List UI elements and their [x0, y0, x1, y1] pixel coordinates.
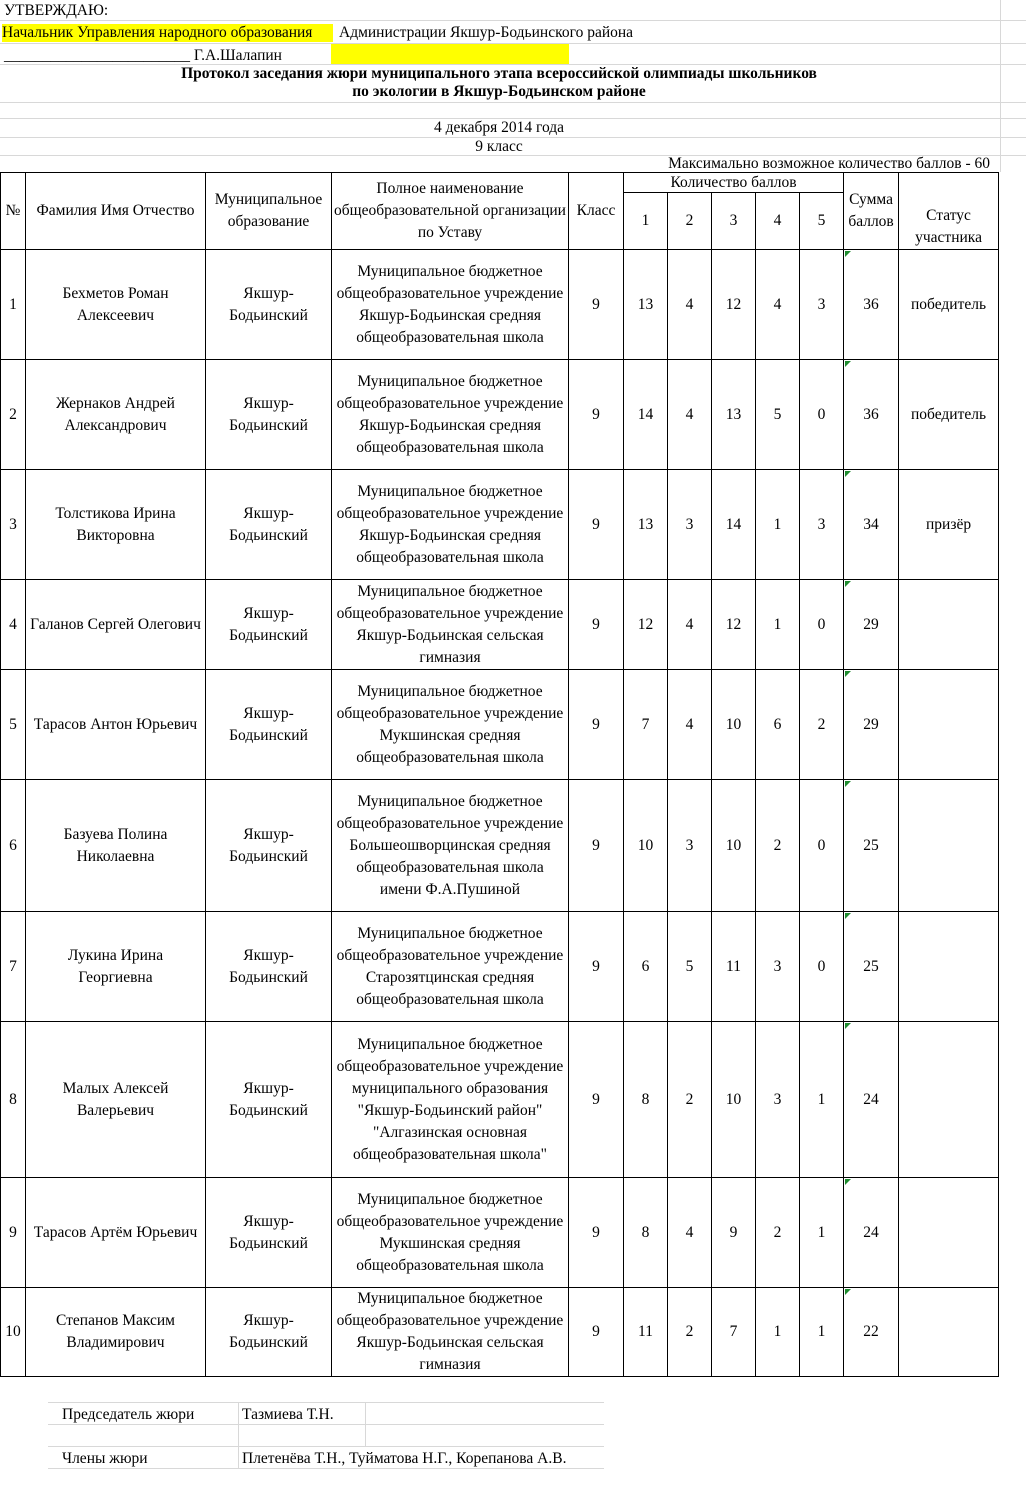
municipality-cell: Якшур-Бодьинский [206, 580, 332, 670]
status-cell [899, 1288, 999, 1377]
score-task-3: 7 [712, 1288, 756, 1377]
total-cell: 24 [844, 1022, 899, 1178]
score-task-5: 3 [800, 470, 844, 580]
organization-cell: Муниципальное бюджетное общеобразовательное учреждение Мукшинская средняя общеобразовательная школа [332, 1178, 569, 1288]
participant-name: Жернаков Андрей Александрович [26, 360, 206, 470]
total-cell: 34 [844, 470, 899, 580]
row-num: 2 [1, 360, 26, 470]
score-task-3: 13 [712, 360, 756, 470]
municipality-cell: Якшур-Бодьинский [206, 470, 332, 580]
score-task-3: 10 [712, 780, 756, 912]
organization-cell: Муниципальное бюджетное общеобразовательное учреждение Старозятцинская средняя общеобразовательная школа [332, 912, 569, 1022]
table-row [1, 1178, 999, 1288]
municipality-cell: Якшур-Бодьинский [206, 1288, 332, 1377]
organization-cell: Муниципальное бюджетное общеобразовательное учреждение муниципального образования "Якшур-Бодьинский район" "Алгазинская основная общеобразовательная школа" [332, 1022, 569, 1178]
total-cell: 29 [844, 670, 899, 780]
results-table [0, 172, 999, 1377]
header-num: № [1, 173, 26, 250]
organization-cell: Муниципальное бюджетное общеобразовательное учреждение Якшур-Бодьинская сельская гимназия [332, 580, 569, 670]
score-task-1: 11 [624, 1288, 668, 1377]
table-row [1, 360, 999, 470]
score-task-2: 2 [668, 1288, 712, 1377]
jury-chair-name: Тазмиева Т.Н. [242, 1406, 334, 1423]
header-grade: Класс [569, 173, 624, 250]
grade-label: 9 класс [475, 138, 523, 155]
participant-name: Степанов Максим Владимирович [26, 1288, 206, 1377]
table-row [1, 470, 999, 580]
organization-cell: Муниципальное бюджетное общеобразовательное учреждение Большеошворцинская средняя общеобразовательная школа имени Ф.А.Пушиной [332, 780, 569, 912]
position-rest: Администрации Якшур-Бодьинского района [339, 24, 634, 41]
status-cell [899, 912, 999, 1022]
grade-cell: 9 [569, 780, 624, 912]
total-cell: 36 [844, 360, 899, 470]
header-organization: Полное наименование общеобразовательной организации по Уставу [332, 173, 569, 250]
jury-members-names: Плетенёва Т.Н., Туйматова Н.Г., Корепанова А.В. [242, 1450, 567, 1467]
score-task-2: 3 [668, 780, 712, 912]
total-cell: 36 [844, 250, 899, 360]
score-task-4: 3 [756, 912, 800, 1022]
municipality-cell: Якшур-Бодьинский [206, 360, 332, 470]
score-task-4: 4 [756, 250, 800, 360]
participant-name: Малых Алексей Валерьевич [26, 1022, 206, 1178]
header-points-group: Количество баллов [624, 173, 844, 193]
header-task-3: 3 [712, 193, 756, 250]
municipality-cell: Якшур-Бодьинский [206, 250, 332, 360]
score-task-3: 10 [712, 670, 756, 780]
municipality-cell: Якшур-Бодьинский [206, 1022, 332, 1178]
row-num: 10 [1, 1288, 26, 1377]
gridline [0, 102, 1026, 103]
row-num: 1 [1, 250, 26, 360]
score-task-4: 1 [756, 580, 800, 670]
total-cell: 24 [844, 1178, 899, 1288]
score-task-4: 3 [756, 1022, 800, 1178]
header-name: Фамилия Имя Отчество [26, 173, 206, 250]
organization-cell: Муниципальное бюджетное общеобразовательное учреждение Якшур-Бодьинская средняя общеобразовательная школа [332, 360, 569, 470]
grade-cell: 9 [569, 580, 624, 670]
score-task-1: 7 [624, 670, 668, 780]
participant-name: Толстикова Ирина Викторовна [26, 470, 206, 580]
document-subtitle: по экологии в Якшур-Бодьинском районе [352, 83, 646, 100]
total-cell: 25 [844, 912, 899, 1022]
status-cell: победитель [899, 250, 999, 360]
score-task-1: 8 [624, 1178, 668, 1288]
score-task-3: 9 [712, 1178, 756, 1288]
jury-chair-label: Председатель жюри [62, 1406, 195, 1423]
table-row [1, 250, 999, 360]
organization-cell: Муниципальное бюджетное общеобразовательное учреждение Якшур-Бодьинская средняя общеобразовательная школа [332, 470, 569, 580]
header-task-4: 4 [756, 193, 800, 250]
status-cell [899, 670, 999, 780]
grade-cell: 9 [569, 470, 624, 580]
score-task-2: 4 [668, 1178, 712, 1288]
participant-name: Бехметов Роман Алексеевич [26, 250, 206, 360]
row-num: 5 [1, 670, 26, 780]
score-task-5: 0 [800, 912, 844, 1022]
organization-cell: Муниципальное бюджетное общеобразовательное учреждение Якшур-Бодьинская средняя общеобразовательная школа [332, 250, 569, 360]
grade-cell: 9 [569, 1178, 624, 1288]
score-task-1: 8 [624, 1022, 668, 1178]
score-task-3: 12 [712, 250, 756, 360]
row-num: 7 [1, 912, 26, 1022]
score-task-2: 4 [668, 360, 712, 470]
row-num: 3 [1, 470, 26, 580]
status-cell [899, 1178, 999, 1288]
gridline [1000, 0, 1001, 172]
score-task-1: 13 [624, 470, 668, 580]
total-cell: 25 [844, 780, 899, 912]
document-title: Протокол заседания жюри муниципального этапа всероссийской олимпиады школьников [181, 65, 817, 82]
status-cell [899, 1022, 999, 1178]
header-total: Сумма баллов [844, 173, 899, 250]
score-task-5: 3 [800, 250, 844, 360]
row-num: 8 [1, 1022, 26, 1178]
score-task-1: 14 [624, 360, 668, 470]
score-task-4: 6 [756, 670, 800, 780]
max-points-label: Максимально возможное количество баллов - 60 [668, 155, 990, 172]
jury-members-label: Члены жюри [62, 1450, 148, 1467]
municipality-cell: Якшур-Бодьинский [206, 1178, 332, 1288]
municipality-cell: Якшур-Бодьинский [206, 912, 332, 1022]
header-status: Статус участника [899, 173, 999, 250]
score-task-2: 2 [668, 1022, 712, 1178]
score-task-3: 12 [712, 580, 756, 670]
score-task-2: 4 [668, 250, 712, 360]
score-task-4: 2 [756, 780, 800, 912]
score-task-5: 0 [800, 580, 844, 670]
score-task-2: 5 [668, 912, 712, 1022]
signature-line: ________________________ Г.А.Шалапин [4, 47, 282, 64]
row-num: 4 [1, 580, 26, 670]
date-label: 4 декабря 2014 года [433, 119, 565, 136]
score-task-4: 1 [756, 470, 800, 580]
status-cell [899, 780, 999, 912]
header-municipality: Муниципальное образование [206, 173, 332, 250]
participant-name: Базуева Полина Николаевна [26, 780, 206, 912]
status-cell: призёр [899, 470, 999, 580]
status-cell [899, 580, 999, 670]
grade-cell: 9 [569, 912, 624, 1022]
table-row [1, 912, 999, 1022]
header-task-5: 5 [800, 193, 844, 250]
score-task-1: 6 [624, 912, 668, 1022]
score-task-3: 11 [712, 912, 756, 1022]
score-task-5: 1 [800, 1022, 844, 1178]
grade-cell: 9 [569, 1288, 624, 1377]
score-task-5: 0 [800, 780, 844, 912]
municipality-cell: Якшур-Бодьинский [206, 780, 332, 912]
total-cell: 22 [844, 1288, 899, 1377]
grade-cell: 9 [569, 250, 624, 360]
position-highlighted: Начальник Управления народного образования [2, 24, 333, 42]
table-row [1, 1022, 999, 1178]
score-task-2: 4 [668, 580, 712, 670]
row-num: 6 [1, 780, 26, 912]
approve-label: УТВЕРЖДАЮ: [4, 2, 109, 19]
municipality-cell: Якшур-Бодьинский [206, 670, 332, 780]
status-cell: победитель [899, 360, 999, 470]
score-task-5: 1 [800, 1288, 844, 1377]
grade-cell: 9 [569, 360, 624, 470]
score-task-5: 1 [800, 1178, 844, 1288]
participant-name: Лукина Ирина Георгиевна [26, 912, 206, 1022]
highlight-cell [331, 44, 569, 64]
table-row [1, 1288, 999, 1377]
score-task-1: 10 [624, 780, 668, 912]
header-task-2: 2 [668, 193, 712, 250]
participant-name: Тарасов Артём Юрьевич [26, 1178, 206, 1288]
score-task-4: 2 [756, 1178, 800, 1288]
total-cell: 29 [844, 580, 899, 670]
organization-cell: Муниципальное бюджетное общеобразовательное учреждение Мукшинская средняя общеобразовательная школа [332, 670, 569, 780]
score-task-3: 10 [712, 1022, 756, 1178]
table-row [1, 670, 999, 780]
score-task-2: 3 [668, 470, 712, 580]
organization-cell: Муниципальное бюджетное общеобразовательное учреждение Якшур-Бодьинская сельская гимназия [332, 1288, 569, 1377]
score-task-3: 14 [712, 470, 756, 580]
score-task-5: 2 [800, 670, 844, 780]
grade-cell: 9 [569, 670, 624, 780]
participant-name: Галанов Сергей Олегович [26, 580, 206, 670]
score-task-4: 5 [756, 360, 800, 470]
header-task-1: 1 [624, 193, 668, 250]
score-task-1: 12 [624, 580, 668, 670]
score-task-1: 13 [624, 250, 668, 360]
gridline [0, 20, 1026, 21]
grade-cell: 9 [569, 1022, 624, 1178]
row-num: 9 [1, 1178, 26, 1288]
score-task-5: 0 [800, 360, 844, 470]
score-task-2: 4 [668, 670, 712, 780]
score-task-4: 1 [756, 1288, 800, 1377]
table-row [1, 580, 999, 670]
table-row [1, 780, 999, 912]
participant-name: Тарасов Антон Юрьевич [26, 670, 206, 780]
